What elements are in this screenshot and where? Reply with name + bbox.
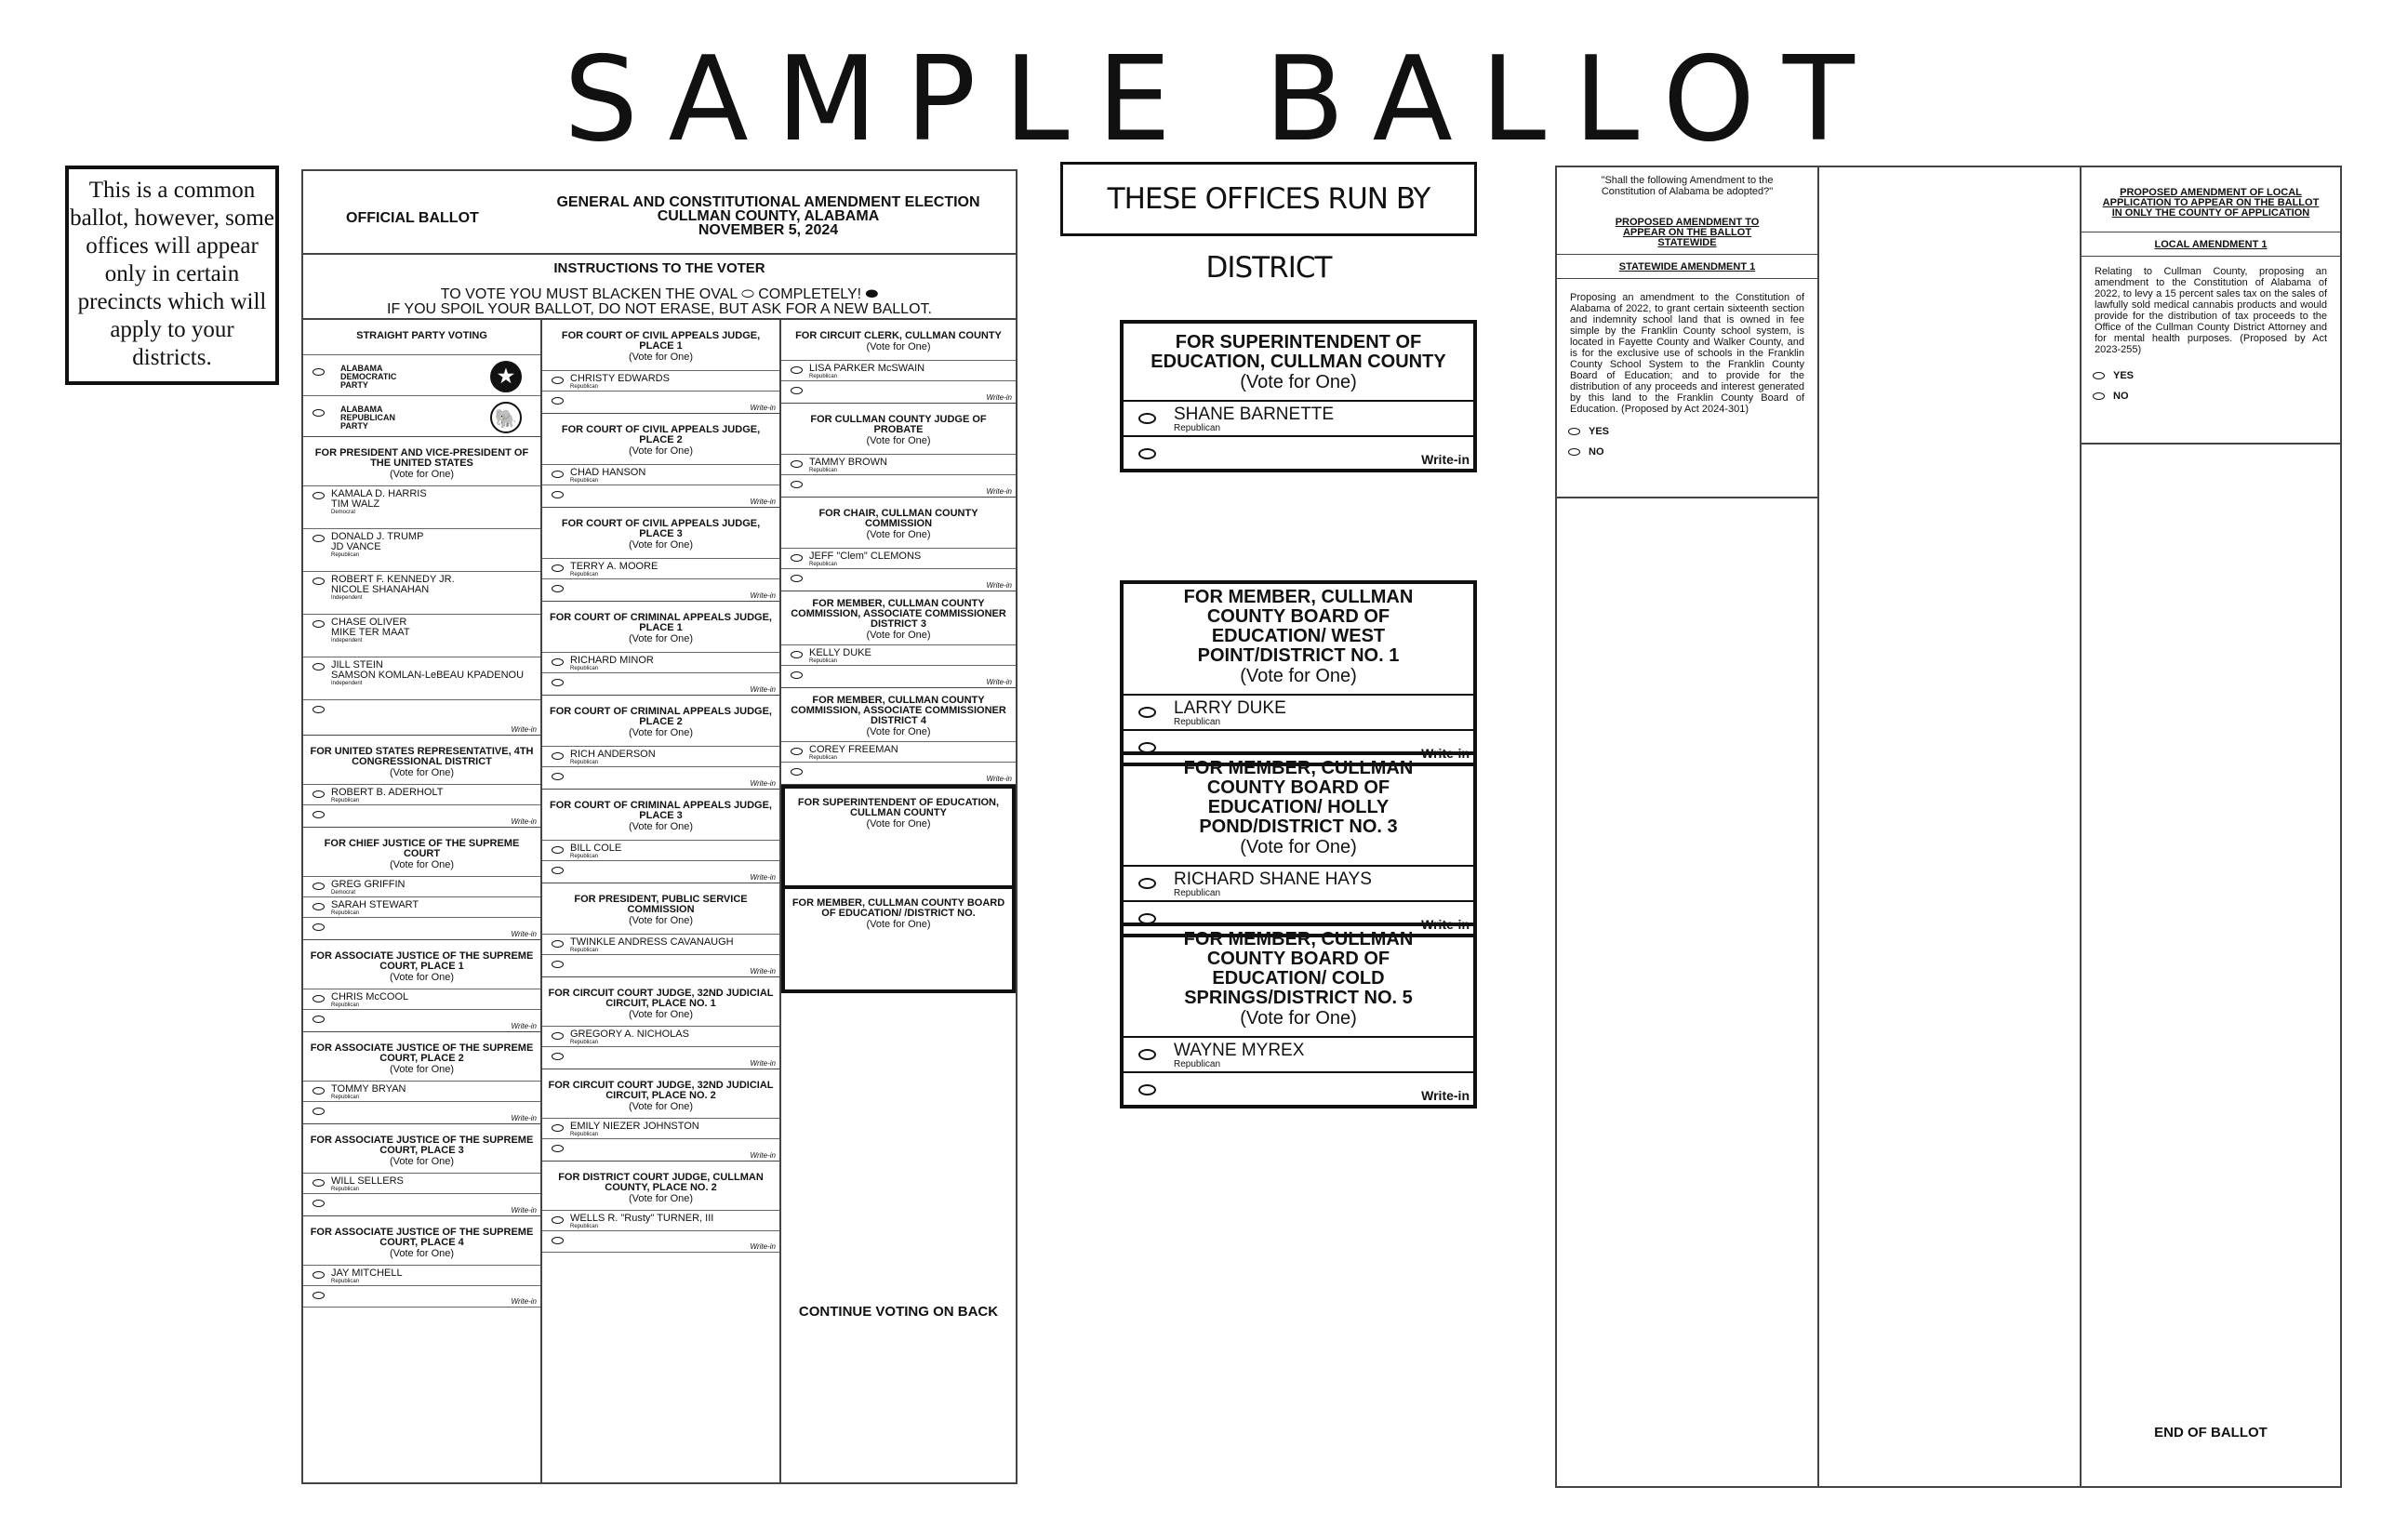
vote-oval[interactable]: [313, 995, 325, 1002]
chief-justice-race: [303, 828, 540, 940]
board-of-education-placeholder: [781, 889, 1016, 993]
common-ballot-note: This is a common ballot, however, some offices will appear only in certain precincts which will apply to your districts.: [65, 166, 279, 385]
vote-oval[interactable]: [313, 409, 325, 417]
page-title: SAMPLE BALLOT: [564, 31, 1882, 167]
election-county: CULLMAN COUNTY, ALABAMA: [657, 208, 880, 224]
elephant-emblem-icon: 🐘: [490, 402, 522, 433]
party-option-democratic[interactable]: ALABAMA DEMOCRATIC PARTY ★: [303, 354, 540, 395]
race-title: FOR MEMBER, CULLMAN COUNTY BOARD OF EDUCATION/ /DISTRICT NO.: [791, 897, 1005, 919]
official-ballot: [301, 169, 1018, 1484]
vote-oval[interactable]: [791, 651, 803, 658]
race-title: FOR COURT OF CIVIL APPEALS JUDGE, PLACE 3: [561, 518, 761, 539]
district-3-board-race: [1120, 751, 1477, 937]
ballot-back: [1555, 166, 2342, 1488]
vote-for-one: (Vote for One): [389, 1156, 455, 1167]
candidate-freeman[interactable]: COREY FREEMAN Republican: [781, 741, 1016, 762]
associate-justice-4-race: [303, 1216, 540, 1308]
write-in-line[interactable]: Write-in: [303, 917, 540, 939]
candidate-aderholt[interactable]: ROBERT B. ADERHOLT Republican: [303, 784, 540, 804]
candidate-hays[interactable]: RICHARD SHANE HAYS Republican: [1124, 865, 1473, 900]
candidate-trump-vance[interactable]: DONALD J. TRUMP JD VANCE Republican: [303, 528, 540, 571]
race-title: FOR CIRCUIT CLERK, CULLMAN COUNTY: [795, 330, 1002, 341]
vote-for-one: (Vote for One): [628, 915, 694, 926]
candidate-minor[interactable]: RICHARD MINOR Republican: [542, 652, 779, 672]
race-title: FOR MEMBER, CULLMAN COUNTY BOARD OF EDUCATION/ WEST POINT/DISTRICT NO. 1: [1183, 587, 1414, 666]
local-yes-option[interactable]: YES: [2082, 366, 2340, 387]
race-title: FOR COURT OF CRIMINAL APPEALS JUDGE, PLACE 2: [550, 706, 772, 727]
back-column-3: [2082, 167, 2340, 1486]
local-amendment-1-title: LOCAL AMENDMENT 1: [2154, 239, 2268, 250]
statewide-amendment-1-text: Proposing an amendment to the Constitution of Alabama of 2022, to grant certain sixteenth section and indemnity school land that is owned in fee simple by the Franklin County school system, is located in Fayette County and Walker County, and is for the exclusive use of schools in the Franklin County School System to the Franklin County Board of Education; and to provide for the distribution of any proceeds and interest generated by this land to the Franklin County Board of Education. (Proposed by Act 2024-301): [1570, 292, 1804, 415]
vote-oval[interactable]: [313, 1179, 325, 1187]
write-in-line[interactable]: Write-in: [542, 860, 779, 883]
race-title: FOR CIRCUIT COURT JUDGE, 32ND JUDICIAL CIRCUIT, PLACE NO. 1: [548, 988, 774, 1009]
vote-oval[interactable]: [313, 663, 325, 670]
vote-oval[interactable]: [791, 387, 803, 394]
straight-party-race: [303, 320, 540, 437]
vote-for-one: (Vote for One): [866, 630, 931, 641]
criminal-appeals-1-race: [542, 602, 779, 696]
vote-for-one: (Vote for One): [389, 859, 455, 870]
continue-voting-note: CONTINUE VOTING ON BACK: [798, 1304, 999, 1320]
vote-oval[interactable]: [552, 471, 564, 478]
race-title: FOR MEMBER, CULLMAN COUNTY BOARD OF EDUCATION/ COLD SPRINGS/DISTRICT NO. 5: [1183, 929, 1414, 1008]
vote-oval[interactable]: [552, 585, 564, 592]
vote-oval[interactable]: [552, 752, 564, 760]
vote-oval[interactable]: [2093, 372, 2105, 379]
vote-for-one: (Vote for One): [1240, 837, 1357, 857]
us-representative-race: [303, 736, 540, 828]
write-in-line[interactable]: Write-in: [781, 568, 1016, 591]
candidate-brown[interactable]: TAMMY BROWN Republican: [781, 454, 1016, 474]
president-race: [303, 437, 540, 736]
write-in-line[interactable]: Write-in: [781, 474, 1016, 497]
associate-justice-3-race: [303, 1124, 540, 1216]
commissioner-district-4-race: [781, 688, 1016, 785]
ballot-column-1: [303, 320, 542, 1484]
amendment-question: "Shall the following Amendment to the Constitution of Alabama be adopted?": [1601, 175, 1774, 197]
vote-oval[interactable]: [1568, 428, 1580, 435]
district-superintendent-race: [1120, 320, 1477, 472]
vote-for-one: (Vote for One): [1240, 1008, 1357, 1029]
vote-oval[interactable]: [552, 491, 564, 498]
criminal-appeals-2-race: [542, 696, 779, 790]
race-title: FOR MEMBER, CULLMAN COUNTY BOARD OF EDUCATION/ HOLLY POND/DISTRICT NO. 3: [1183, 758, 1414, 837]
race-title: FOR UNITED STATES REPRESENTATIVE, 4TH CONGRESSIONAL DISTRICT: [310, 746, 534, 767]
race-title: FOR ASSOCIATE JUSTICE OF THE SUPREME COURT, PLACE 3: [310, 1135, 534, 1156]
ballot-header: [303, 171, 1016, 255]
vote-for-one: (Vote for One): [866, 529, 931, 540]
candidate-barnette[interactable]: SHANE BARNETTE Republican: [1124, 400, 1473, 435]
commission-chair-race: [781, 498, 1016, 591]
ballot-column-2: [542, 320, 781, 1484]
vote-for-one: (Vote for One): [628, 445, 694, 457]
write-in-line[interactable]: Write-in: [542, 1138, 779, 1161]
candidate-duke[interactable]: KELLY DUKE Republican: [781, 644, 1016, 665]
candidate-cavanaugh[interactable]: TWINKLE ANDRESS CAVANAUGH Republican: [542, 934, 779, 954]
associate-justice-2-race: [303, 1032, 540, 1124]
vote-oval[interactable]: [552, 1237, 564, 1244]
candidate-johnston[interactable]: EMILY NIEZER JOHNSTON Republican: [542, 1118, 779, 1138]
race-title: FOR DISTRICT COURT JUDGE, CULLMAN COUNTY, PLACE NO. 2: [558, 1172, 764, 1193]
race-title: FOR CHIEF JUSTICE OF THE SUPREME COURT: [324, 838, 520, 859]
race-title: FOR MEMBER, CULLMAN COUNTY COMMISSION, ASSOCIATE COMMISSIONER DISTRICT 4: [791, 695, 1006, 726]
vote-oval[interactable]: [552, 1124, 564, 1132]
race-title: FOR CHAIR, CULLMAN COUNTY COMMISSION: [818, 508, 978, 529]
criminal-appeals-3-race: [542, 790, 779, 883]
party-option-republican[interactable]: ALABAMA REPUBLICAN PARTY 🐘: [303, 395, 540, 436]
vote-for-one: (Vote for One): [866, 919, 931, 930]
end-of-ballot: END OF BALLOT: [2154, 1425, 2268, 1440]
candidate-oliver-termaat[interactable]: CHASE OLIVER MIKE TER MAAT Independent: [303, 614, 540, 657]
candidate-hanson[interactable]: CHAD HANSON Republican: [542, 464, 779, 485]
vote-for-one: (Vote for One): [389, 767, 455, 778]
race-title: FOR MEMBER, CULLMAN COUNTY COMMISSION, ASSOCIATE COMMISSIONER DISTRICT 3: [791, 598, 1006, 630]
vote-oval[interactable]: [1138, 1084, 1156, 1095]
write-in-line[interactable]: Write-in: [781, 665, 1016, 687]
vote-oval[interactable]: [313, 535, 325, 542]
vote-oval[interactable]: [1138, 448, 1156, 459]
probate-judge-race: [781, 404, 1016, 498]
candidate-kennedy-shanahan[interactable]: ROBERT F. KENNEDY JR. NICOLE SHANAHAN Independent: [303, 571, 540, 614]
vote-oval[interactable]: [791, 481, 803, 488]
vote-oval[interactable]: [313, 790, 325, 798]
vote-oval[interactable]: [313, 883, 325, 890]
candidate-harris-walz[interactable]: KAMALA D. HARRIS TIM WALZ Democrat: [303, 485, 540, 528]
vote-for-one: (Vote for One): [389, 1248, 455, 1259]
candidate-nicholas[interactable]: GREGORY A. NICHOLAS Republican: [542, 1026, 779, 1046]
vote-oval[interactable]: [313, 903, 325, 910]
candidate-griffin[interactable]: GREG GRIFFIN Democrat: [303, 876, 540, 896]
write-in-line[interactable]: Write-in: [1124, 1071, 1473, 1105]
vote-oval[interactable]: [552, 773, 564, 780]
public-service-commission-race: [542, 883, 779, 977]
circuit-clerk-race: [781, 320, 1016, 404]
vote-oval[interactable]: [791, 366, 803, 374]
candidate-anderson[interactable]: RICH ANDERSON Republican: [542, 746, 779, 766]
vote-oval[interactable]: [791, 460, 803, 468]
statewide-no-option[interactable]: NO: [1557, 443, 1817, 463]
vote-oval[interactable]: [313, 620, 325, 628]
official-ballot-label: OFFICIAL BALLOT: [346, 210, 479, 226]
write-in-line[interactable]: Write-in: [303, 804, 540, 827]
election-name: GENERAL AND CONSTITUTIONAL AMENDMENT ELECTION: [556, 194, 980, 210]
write-in-line[interactable]: Write-in: [1124, 435, 1473, 469]
vote-oval[interactable]: [1138, 707, 1156, 718]
vote-oval[interactable]: [552, 564, 564, 572]
write-in-line[interactable]: Write-in: [542, 578, 779, 601]
race-title: FOR ASSOCIATE JUSTICE OF THE SUPREME COURT, PLACE 2: [310, 1042, 534, 1064]
associate-justice-1-race: [303, 940, 540, 1032]
back-column-2: [1819, 167, 2082, 1486]
vote-oval[interactable]: [552, 679, 564, 686]
write-in-line[interactable]: Write-in: [542, 766, 779, 789]
candidate-mitchell[interactable]: JAY MITCHELL Republican: [303, 1265, 540, 1285]
instructions-title: INSTRUCTIONS TO THE VOTER: [553, 260, 765, 276]
vote-oval[interactable]: [313, 1016, 325, 1023]
instructions-line-2: IF YOU SPOIL YOUR BALLOT, DO NOT ERASE, BUT ASK FOR A NEW BALLOT.: [387, 301, 932, 317]
vote-for-one: (Vote for One): [628, 539, 694, 551]
vote-for-one: (Vote for One): [389, 469, 455, 480]
district-1-board-race: [1120, 580, 1477, 766]
statewide-amendment-1-title: STATEWIDE AMENDMENT 1: [1618, 261, 1756, 272]
race-title: FOR ASSOCIATE JUSTICE OF THE SUPREME COURT, PLACE 4: [310, 1227, 534, 1248]
race-title: STRAIGHT PARTY VOTING: [356, 330, 487, 341]
write-in-line[interactable]: Write-in: [1124, 900, 1473, 934]
vote-for-one: (Vote for One): [628, 1193, 694, 1204]
vote-oval[interactable]: [791, 554, 803, 562]
vote-for-one: (Vote for One): [628, 1101, 694, 1112]
vote-oval[interactable]: [313, 1087, 325, 1095]
race-title: FOR SUPERINTENDENT OF EDUCATION, CULLMAN COUNTY: [797, 797, 1000, 818]
district-5-board-race: [1120, 923, 1477, 1109]
vote-for-one: (Vote for One): [628, 633, 694, 644]
candidate-bryan[interactable]: TOMMY BRYAN Republican: [303, 1081, 540, 1101]
vote-oval[interactable]: [791, 575, 803, 582]
write-in-line[interactable]: Write-in: [1124, 729, 1473, 763]
voter-instructions: [303, 255, 1016, 320]
election-info: [536, 195, 1001, 237]
candidate-mcswain[interactable]: LISA PARKER McSWAIN Republican: [781, 360, 1016, 380]
back-column-1: [1557, 167, 1819, 1486]
superintendent-placeholder: [781, 785, 1016, 889]
vote-for-one: (Vote for One): [628, 727, 694, 738]
vote-oval[interactable]: [1138, 878, 1156, 889]
race-title: FOR COURT OF CIVIL APPEALS JUDGE, PLACE 2: [561, 424, 761, 445]
commissioner-district-3-race: [781, 591, 1016, 688]
candidate-clemons[interactable]: JEFF "Clem" CLEMONS Republican: [781, 548, 1016, 568]
write-in-line[interactable]: Write-in: [542, 1046, 779, 1069]
vote-for-one: (Vote for One): [866, 818, 931, 830]
vote-oval[interactable]: [313, 578, 325, 585]
race-title: FOR COURT OF CRIMINAL APPEALS JUDGE, PLACE 1: [550, 612, 772, 633]
candidate-edwards[interactable]: CHRISTY EDWARDS Republican: [542, 370, 779, 391]
vote-for-one: (Vote for One): [866, 726, 931, 737]
candidate-moore[interactable]: TERRY A. MOORE Republican: [542, 558, 779, 578]
vote-for-one: (Vote for One): [389, 972, 455, 983]
race-title: FOR CIRCUIT COURT JUDGE, 32ND JUDICIAL CIRCUIT, PLACE NO. 2: [548, 1080, 774, 1101]
vote-oval[interactable]: [791, 768, 803, 776]
circuit-judge-2-race: [542, 1069, 779, 1162]
vote-oval[interactable]: [552, 658, 564, 666]
vote-oval[interactable]: [313, 706, 325, 713]
vote-oval[interactable]: [791, 748, 803, 755]
donkey-emblem-icon: ★: [490, 361, 522, 392]
statewide-amendment-section: [1557, 167, 1817, 498]
candidate-sellers[interactable]: WILL SELLERS Republican: [303, 1173, 540, 1193]
vote-for-one: (Vote for One): [1240, 372, 1357, 392]
civil-appeals-2-race: [542, 414, 779, 508]
civil-appeals-1-race: [542, 320, 779, 414]
vote-oval[interactable]: [552, 940, 564, 948]
vote-oval[interactable]: [1138, 413, 1156, 424]
race-title: FOR PRESIDENT AND VICE-PRESIDENT OF THE UNITED STATES: [314, 447, 529, 469]
write-in-line[interactable]: Write-in: [542, 485, 779, 507]
candidate-mccool[interactable]: CHRIS McCOOL Republican: [303, 989, 540, 1009]
candidate-myrex[interactable]: WAYNE MYREX Republican: [1124, 1036, 1473, 1071]
vote-oval[interactable]: [313, 1108, 325, 1115]
vote-oval[interactable]: [313, 1292, 325, 1299]
vote-oval[interactable]: [313, 1271, 325, 1279]
vote-oval[interactable]: [313, 492, 325, 499]
write-in-line[interactable]: Write-in: [781, 762, 1016, 784]
race-title: FOR ASSOCIATE JUSTICE OF THE SUPREME COURT, PLACE 1: [310, 950, 534, 972]
write-in-line[interactable]: Write-in: [542, 1230, 779, 1253]
statewide-yes-option[interactable]: YES: [1557, 422, 1817, 443]
election-date: NOVEMBER 5, 2024: [698, 222, 839, 238]
race-title: FOR SUPERINTENDENT OF EDUCATION, CULLMAN COUNTY: [1151, 332, 1446, 372]
candidate-stein-kpadenou[interactable]: JILL STEIN SAMSON KOMLAN-LeBEAU KPADENOU Independent: [303, 657, 540, 699]
vote-oval[interactable]: [1138, 1049, 1156, 1060]
write-in-line[interactable]: Write-in: [303, 1009, 540, 1031]
write-in-line[interactable]: Write-in: [542, 954, 779, 976]
write-in-line[interactable]: Write-in: [303, 699, 540, 735]
local-no-option[interactable]: NO: [2082, 387, 2340, 407]
vote-oval[interactable]: [2093, 392, 2105, 400]
vote-for-one: (Vote for One): [389, 1064, 455, 1075]
local-heading: PROPOSED AMENDMENT OF LOCAL APPLICATION TO APPEAR ON THE BALLOT IN ONLY THE COUNTY OF APPLICATION: [2102, 187, 2320, 219]
write-in-line[interactable]: Write-in: [303, 1101, 540, 1123]
race-title: FOR COURT OF CIVIL APPEALS JUDGE, PLACE 1: [561, 330, 761, 352]
candidate-stewart[interactable]: SARAH STEWART Republican: [303, 896, 540, 917]
local-amendment-1-text: Relating to Cullman County, proposing an amendment to the Constitution of Alabama of 2022, to levy a 15 percent sales tax on the sales of lawfully sold medical cannabis products and would provide for the distribution of tax proceeds to the Office of the Cullman County District Attorney and for mental health purposes. (Proposed by Act 2023-255): [2095, 266, 2327, 355]
vote-oval[interactable]: [552, 846, 564, 854]
vote-oval[interactable]: [552, 397, 564, 405]
vote-oval[interactable]: [552, 1032, 564, 1040]
vote-oval[interactable]: [791, 671, 803, 679]
race-title: FOR CULLMAN COUNTY JUDGE OF PROBATE: [810, 414, 987, 435]
vote-oval[interactable]: [552, 1216, 564, 1224]
local-amendment-section: [2082, 167, 2340, 445]
candidate-larry-duke[interactable]: LARRY DUKE Republican: [1124, 694, 1473, 729]
vote-oval[interactable]: [552, 961, 564, 968]
vote-oval[interactable]: [313, 811, 325, 818]
race-title: FOR COURT OF CRIMINAL APPEALS JUDGE, PLACE 3: [550, 800, 772, 821]
instructions-line-1: TO VOTE YOU MUST BLACKEN THE OVAL ⬭ COMPLETELY! ⬬: [440, 286, 879, 302]
vote-oval[interactable]: [552, 377, 564, 384]
district-judge-race: [542, 1162, 779, 1253]
vote-oval[interactable]: [313, 1200, 325, 1207]
ballot-column-3: [781, 320, 1016, 1484]
vote-for-one: (Vote for One): [628, 352, 694, 363]
race-title: FOR PRESIDENT, PUBLIC SERVICE COMMISSION: [574, 894, 748, 915]
write-in-line[interactable]: Write-in: [542, 391, 779, 413]
vote-for-one: (Vote for One): [1240, 666, 1357, 686]
candidate-turner[interactable]: WELLS R. "Rusty" TURNER, III Republican: [542, 1210, 779, 1230]
vote-for-one: (Vote for One): [866, 435, 931, 446]
write-in-line[interactable]: Write-in: [303, 1193, 540, 1215]
vote-oval[interactable]: [313, 368, 325, 376]
vote-oval[interactable]: [1568, 448, 1580, 456]
district-offices-label: THESE OFFICES RUN BY DISTRICT: [1060, 162, 1477, 236]
vote-oval[interactable]: [552, 867, 564, 874]
write-in-line[interactable]: Write-in: [781, 380, 1016, 403]
vote-oval[interactable]: [313, 923, 325, 931]
vote-for-one: (Vote for One): [628, 821, 694, 832]
vote-oval[interactable]: [552, 1145, 564, 1152]
candidate-cole[interactable]: BILL COLE Republican: [542, 840, 779, 860]
circuit-judge-1-race: [542, 977, 779, 1069]
write-in-line[interactable]: Write-in: [303, 1285, 540, 1308]
vote-for-one: (Vote for One): [628, 1009, 694, 1020]
civil-appeals-3-race: [542, 508, 779, 602]
vote-for-one: (Vote for One): [866, 341, 931, 352]
vote-oval[interactable]: [552, 1053, 564, 1060]
write-in-line[interactable]: Write-in: [542, 672, 779, 695]
statewide-heading: PROPOSED AMENDMENT TO APPEAR ON THE BALLOT STATEWIDE: [1615, 217, 1760, 248]
